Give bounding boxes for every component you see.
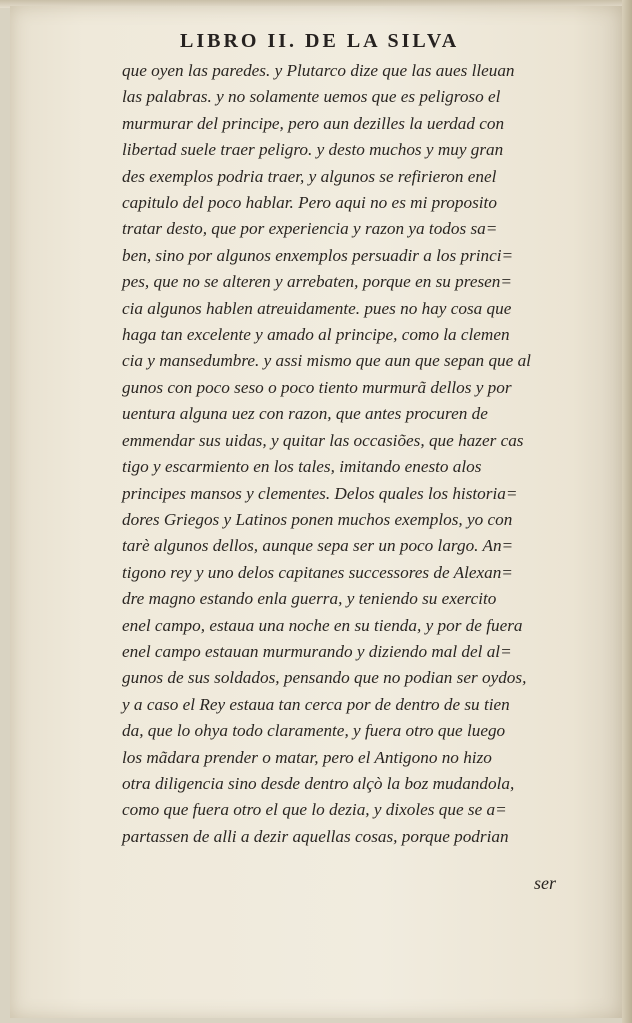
text-line: tarè algunos dellos, aunque sepa ser un poco largo. An= xyxy=(122,536,514,556)
text-line: da, que lo ohya todo claramente, y fuera otro que luego xyxy=(122,721,506,741)
running-title: LIBRO II. DE LA SILVA xyxy=(180,30,460,52)
text-line: las palabras. y no solamente uemos que es peligroso el xyxy=(122,87,501,107)
text-line: des exemplos podria traer, y algunos se refirieron enel xyxy=(122,166,497,186)
text-line: haga tan excelente y amado al principe, como la clemen xyxy=(122,325,510,345)
text-line: principes mansos y clementes. Delos quales los historia= xyxy=(122,483,518,503)
text-line: dre magno estando enla guerra, y teniendo su exercito xyxy=(122,589,497,609)
text-line: gunos con poco seso o poco tiento murmurã dellos y por xyxy=(122,377,512,397)
page-right-edge xyxy=(622,0,632,1023)
text-line: uentura alguna uez con razon, que antes procuren de xyxy=(122,404,488,424)
text-line: tigono rey y uno delos capitanes successores de Alexan= xyxy=(122,562,513,582)
text-line: pes, que no se alteren y arrebaten, porque en su presen= xyxy=(122,272,512,292)
text-line: emmendar sus uidas, y quitar las occasiões, que hazer cas xyxy=(122,430,524,450)
text-line: otra diligencia sino desde dentro alçò la boz mudandola, xyxy=(122,773,515,793)
text-line: que oyen las paredes. y Plutarco dize que las aues lleuan xyxy=(122,61,515,80)
text-line: dores Griegos y Latinos ponen muchos exemplos, yo con xyxy=(122,509,513,529)
text-line: y a caso el Rey estaua tan cerca por de dentro de su tien xyxy=(122,694,510,714)
text-line: ben, sino por algunos enxemplos persuadir a los princi= xyxy=(122,245,514,265)
text-line: como que fuera otro el que lo dezia, y dixoles que se a= xyxy=(122,800,507,820)
text-line: murmurar del principe, pero aun dezilles la uerdad con xyxy=(122,113,505,133)
text-line: capitulo del poco hablar. Pero aqui no es mi proposito xyxy=(122,193,497,213)
catchword: ser xyxy=(534,873,556,893)
body-text xyxy=(122,58,602,850)
text-line: enel campo, estaua una noche en su tienda, y por de fuera xyxy=(122,615,523,635)
text-line: enel campo estauan murmurando y diziendo mal del al= xyxy=(122,641,512,661)
text-line: los mãdara prender o matar, pero el Antigono no hizo xyxy=(122,747,492,767)
text-line: partassen de alli a dezir aquellas cosas, porque podrian xyxy=(122,826,509,846)
text-line: gunos de sus soldados, pensando que no podian ser oydos, xyxy=(122,668,527,688)
text-line: libertad suele traer peligro. y desto muchos y muy gran xyxy=(122,140,504,160)
text-line: cia y mansedumbre. y assi mismo que aun que sepan que al xyxy=(122,351,531,371)
text-line: cia algunos hablen atreuidamente. pues no hay cosa que xyxy=(122,298,512,318)
text-line: tratar desto, que por experiencia y razon ya todos sa= xyxy=(122,219,498,239)
text-line: tigo y escarmiento en los tales, imitando enesto alos xyxy=(122,457,482,477)
